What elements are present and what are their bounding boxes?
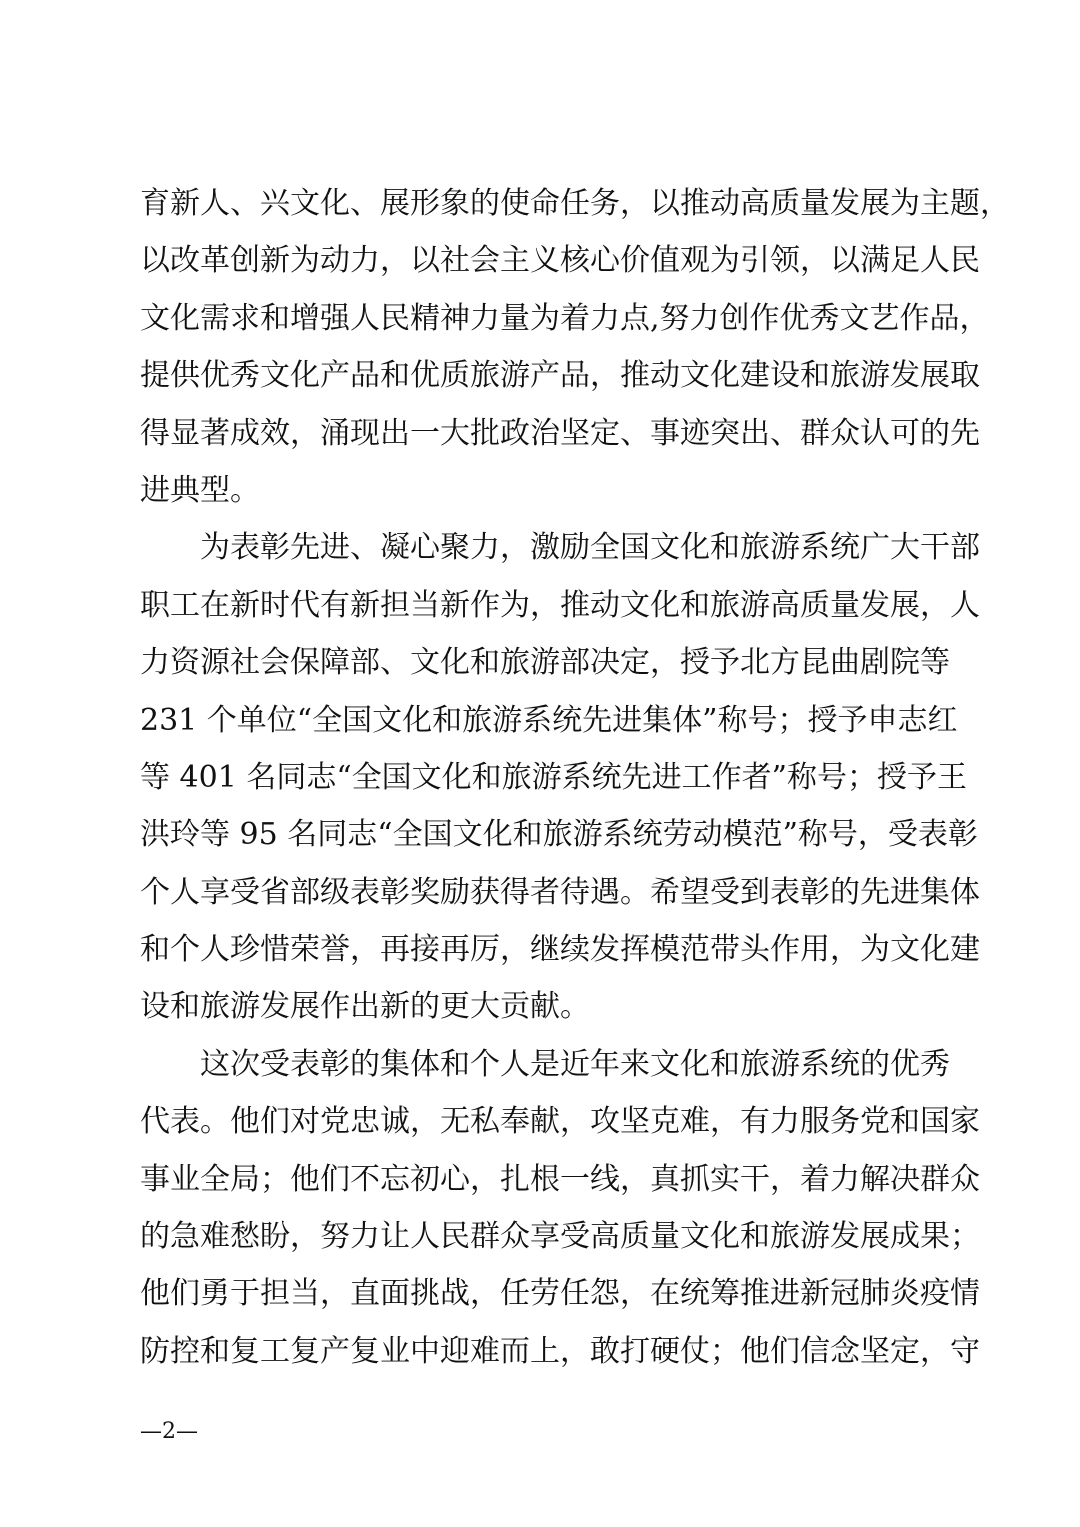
paragraph-2-line-1: 为表彰先进、凝心聚力，激励全国文化和旅游系统广大干部: [200, 530, 980, 566]
paragraph-3-line-4: 的急难愁盼，努力让人民群众享受高质量文化和旅游发展成果；: [140, 1219, 980, 1255]
paragraph-2-line-5: 等 401 名同志“全国文化和旅游系统先进工作者”称号；授予王: [140, 759, 968, 795]
paragraph-1-line-4: 提供优秀文化产品和优质旅游产品，推动文化建设和旅游发展取: [140, 358, 980, 394]
paragraph-1-line-2: 以改革创新为动力，以社会主义核心价值观为引领，以满足人民: [140, 243, 980, 279]
paragraph-3-line-1: 这次受表彰的集体和个人是近年来文化和旅游系统的优秀: [200, 1046, 950, 1082]
paragraph-1-line-6: 进典型。: [140, 472, 260, 508]
paragraph-2-line-2: 职工在新时代有新担当新作为，推动文化和旅游高质量发展，人: [140, 587, 980, 623]
paragraph-3-line-6: 防控和复工复产复业中迎难而上，敢打硬仗；他们信念坚定，守: [140, 1333, 980, 1369]
paragraph-2-line-6: 洪玲等 95 名同志“全国文化和旅游系统劳动模范”称号，受表彰: [140, 817, 978, 853]
paragraph-1-line-1: 育新人、兴文化、展形象的使命任务，以推动高质量发展为主题，: [140, 186, 1010, 221]
paragraph-2-line-4: 231 个单位“全国文化和旅游系统先进集体”称号；授予申志红: [140, 702, 958, 738]
paragraph-2-line-7: 个人享受省部级表彰奖励获得者待遇。希望受到表彰的先进集体: [140, 874, 980, 910]
paragraph-2-line-9: 设和旅游发展作出新的更大贡献。: [140, 989, 590, 1025]
paragraph-3-line-5: 他们勇于担当，直面挑战，任劳任怨，在统筹推进新冠肺炎疫情: [140, 1276, 980, 1312]
paragraph-3-line-3: 事业全局；他们不忘初心，扎根一线，真抓实干，着力解决群众: [140, 1161, 980, 1197]
paragraph-2-line-3: 力资源社会保障部、文化和旅游部决定，授予北方昆曲剧院等: [140, 645, 950, 681]
document-body: [140, 175, 1010, 1380]
paragraph-1-line-5: 得显著成效，涌现出一大批政治坚定、事迹突出、群众认可的先: [140, 415, 980, 451]
page-number: —2—: [140, 1419, 198, 1444]
paragraph-2-line-8: 和个人珍惜荣誉，再接再厉，继续发挥模范带头作用，为文化建: [140, 932, 980, 968]
paragraph-3-line-2: 代表。他们对党忠诚，无私奉献，攻坚克难，有力服务党和国家: [140, 1104, 980, 1140]
paragraph-1-line-3: 文化需求和增强人民精神力量为着力点,努力创作优秀文艺作品，: [140, 300, 990, 336]
